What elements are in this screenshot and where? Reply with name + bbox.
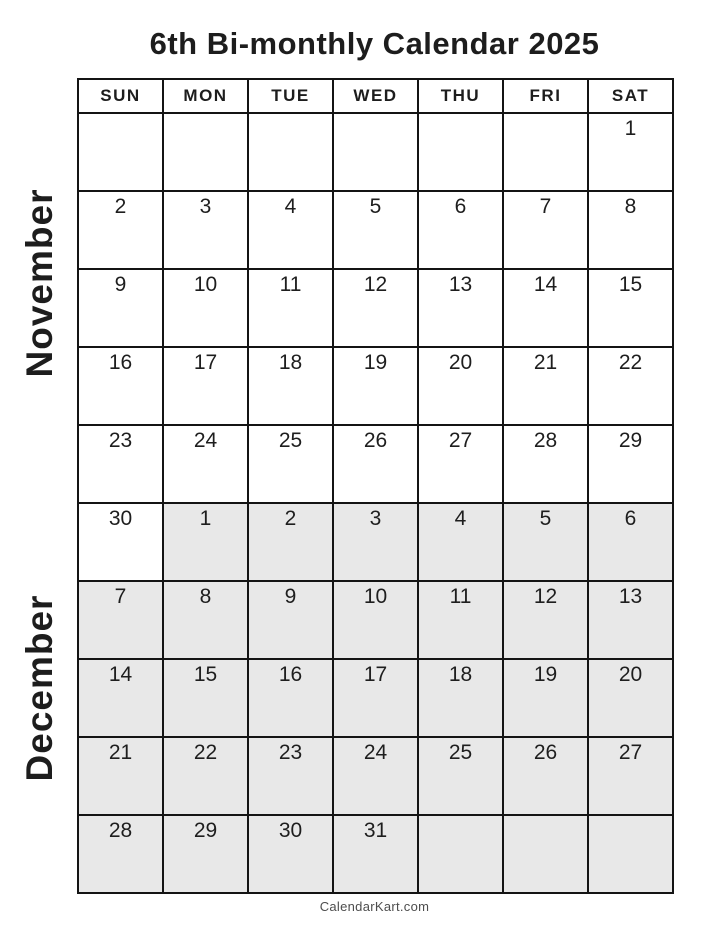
day-cell: 2	[248, 503, 333, 581]
day-cell: 1	[163, 503, 248, 581]
day-cell: 18	[418, 659, 503, 737]
week-row	[78, 503, 673, 581]
page-title: 6th Bi-monthly Calendar 2025	[149, 26, 600, 61]
day-cell	[78, 113, 163, 191]
day-cell: 10	[333, 581, 418, 659]
month-label-december: December	[19, 594, 60, 782]
day-cell: 1	[588, 113, 673, 191]
weekday-header-sat: SAT	[588, 79, 673, 113]
day-cell: 5	[503, 503, 588, 581]
day-cell: 3	[333, 503, 418, 581]
day-cell: 28	[503, 425, 588, 503]
day-cell	[588, 815, 673, 893]
month-label-november: November	[19, 188, 60, 378]
weekday-header-fri: FRI	[503, 79, 588, 113]
weekday-header-sun: SUN	[78, 79, 163, 113]
weekday-header-mon: MON	[163, 79, 248, 113]
day-cell: 8	[588, 191, 673, 269]
day-cell: 28	[78, 815, 163, 893]
day-cell: 17	[333, 659, 418, 737]
day-cell: 11	[418, 581, 503, 659]
day-cell: 10	[163, 269, 248, 347]
day-cell: 12	[333, 269, 418, 347]
day-cell: 21	[503, 347, 588, 425]
day-cell: 27	[418, 425, 503, 503]
day-cell: 8	[163, 581, 248, 659]
day-cell	[333, 113, 418, 191]
day-cell: 7	[78, 581, 163, 659]
day-cell: 26	[503, 737, 588, 815]
day-cell: 16	[248, 659, 333, 737]
week-row	[78, 191, 673, 269]
weekday-header-row	[78, 79, 673, 113]
day-cell: 25	[248, 425, 333, 503]
bimonthly-calendar-grid	[77, 78, 674, 894]
day-cell: 21	[78, 737, 163, 815]
day-cell: 29	[588, 425, 673, 503]
day-cell: 27	[588, 737, 673, 815]
day-cell: 20	[588, 659, 673, 737]
day-cell: 15	[163, 659, 248, 737]
day-cell: 29	[163, 815, 248, 893]
day-cell: 3	[163, 191, 248, 269]
day-cell: 17	[163, 347, 248, 425]
weekday-header-wed: WED	[333, 79, 418, 113]
week-row	[78, 581, 673, 659]
day-cell: 5	[333, 191, 418, 269]
day-cell: 22	[163, 737, 248, 815]
week-row	[78, 425, 673, 503]
day-cell: 9	[248, 581, 333, 659]
day-cell: 24	[333, 737, 418, 815]
day-cell	[248, 113, 333, 191]
day-cell: 23	[78, 425, 163, 503]
day-cell: 13	[418, 269, 503, 347]
week-row	[78, 113, 673, 191]
day-cell: 19	[503, 659, 588, 737]
day-cell: 22	[588, 347, 673, 425]
day-cell: 26	[333, 425, 418, 503]
day-cell: 2	[78, 191, 163, 269]
day-cell: 13	[588, 581, 673, 659]
weekday-header-thu: THU	[418, 79, 503, 113]
day-cell: 12	[503, 581, 588, 659]
watermark-text: CalendarKart.com	[319, 899, 430, 914]
week-row	[78, 659, 673, 737]
day-cell: 30	[78, 503, 163, 581]
day-cell: 4	[248, 191, 333, 269]
week-row	[78, 269, 673, 347]
week-row	[78, 347, 673, 425]
day-cell: 20	[418, 347, 503, 425]
week-row	[78, 737, 673, 815]
day-cell: 23	[248, 737, 333, 815]
day-cell: 4	[418, 503, 503, 581]
day-cell	[163, 113, 248, 191]
day-cell: 31	[333, 815, 418, 893]
day-cell: 18	[248, 347, 333, 425]
day-cell: 11	[248, 269, 333, 347]
day-cell: 14	[78, 659, 163, 737]
day-cell: 6	[418, 191, 503, 269]
day-cell: 15	[588, 269, 673, 347]
day-cell	[503, 113, 588, 191]
day-cell: 24	[163, 425, 248, 503]
day-cell: 7	[503, 191, 588, 269]
week-row	[78, 815, 673, 893]
day-cell: 30	[248, 815, 333, 893]
day-cell: 14	[503, 269, 588, 347]
day-cell: 19	[333, 347, 418, 425]
day-cell: 9	[78, 269, 163, 347]
day-cell	[418, 113, 503, 191]
day-cell: 16	[78, 347, 163, 425]
day-cell: 25	[418, 737, 503, 815]
day-cell: 6	[588, 503, 673, 581]
day-cell	[503, 815, 588, 893]
weekday-header-tue: TUE	[248, 79, 333, 113]
day-cell	[418, 815, 503, 893]
